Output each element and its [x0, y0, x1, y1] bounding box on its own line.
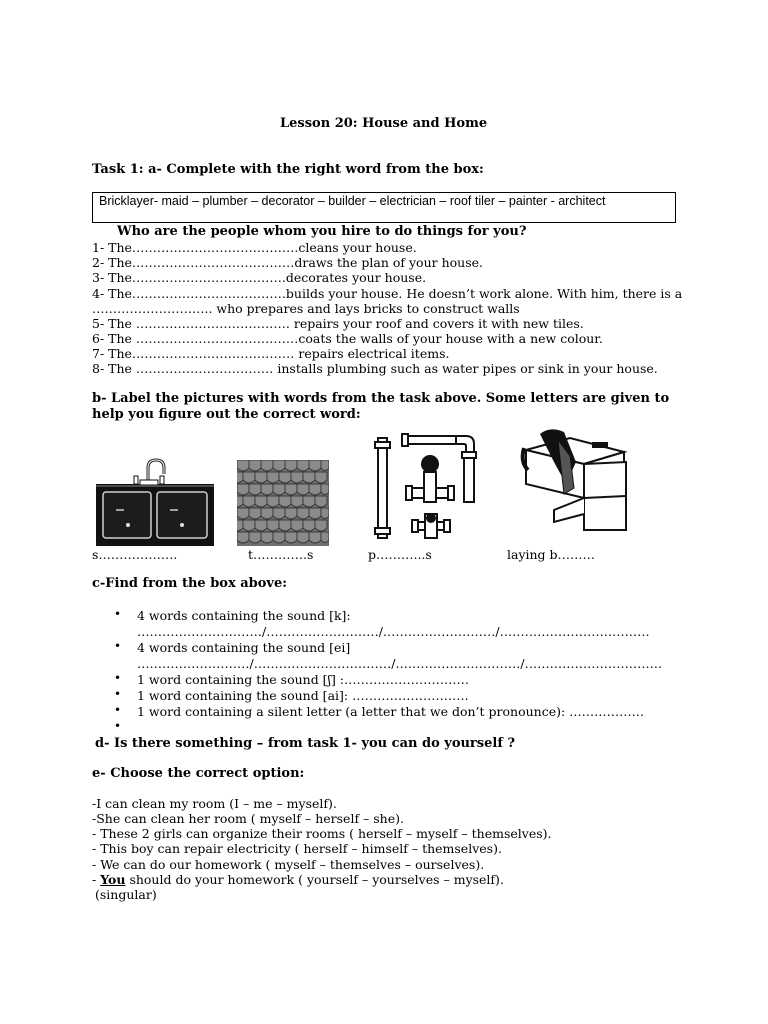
- task-e-heading: e- Choose the correct option:: [92, 766, 305, 781]
- task-e-emphasis: You: [100, 872, 126, 887]
- task-d-heading: d- Is there something – from task 1- you can do yourself ?: [95, 736, 516, 751]
- task-e-note: (singular): [95, 887, 157, 902]
- page-title: Lesson 20: House and Home: [280, 116, 488, 131]
- task-e-line: - This boy can repair electricity ( herself – himself – themselves).: [92, 841, 502, 856]
- task1-line: 6- The …………………………………coats the walls of your house with a new colour.: [92, 331, 603, 346]
- roof-tiles-picture: [237, 460, 329, 546]
- task1-line: 4- The……………………………….builds your house. He doesn’t work alone. With him, there is a: [92, 286, 683, 301]
- task-e-last-rest: should do your homework ( yourself – yourselves – myself).: [125, 872, 504, 887]
- task-e-line: - These 2 girls can organize their rooms ( herself – myself – themselves).: [92, 826, 552, 841]
- bullet-icon: •: [114, 703, 122, 717]
- bullet-icon: •: [114, 639, 122, 653]
- task-c-answer-line: ………………………/……………………………/…………………………/……………………………: [137, 656, 663, 671]
- task1-line: ……………………….. who prepares and lays bricks to construct walls: [92, 301, 520, 316]
- bullet-icon: •: [114, 687, 122, 701]
- picture-label-tiles: t………….s: [248, 547, 314, 562]
- task-c-item: 1 word containing a silent letter (a letter that we don’t pronounce): ………………: [137, 704, 645, 719]
- word-box: [92, 192, 676, 223]
- bullet-icon: •: [114, 719, 122, 733]
- task-c-answer-line: …………………………/………………………/………………………/………………………………: [137, 624, 650, 639]
- word-box-text: Bricklayer- maid – plumber – decorator – builder – electrician – roof tiler – painter - architect: [99, 194, 606, 208]
- task-b-heading-cont: help you figure out the correct word:: [92, 407, 361, 422]
- task-e-line: -She can clean her room ( myself – herself – she).: [92, 811, 404, 826]
- bullet-icon: •: [114, 671, 122, 685]
- pipes-picture: [372, 432, 478, 544]
- task1-heading: Task 1: a- Complete with the right word from the box:: [92, 162, 484, 177]
- picture-label-bricks: laying b………: [507, 547, 596, 562]
- task-e-line: -I can clean my room (I – me – myself).: [92, 796, 337, 811]
- task-e-last-prefix: -: [92, 872, 101, 887]
- task1-line: 5- The ………………………………. repairs your roof and covers it with new tiles.: [92, 316, 584, 331]
- task-b-heading: b- Label the pictures with words from the task above. Some letters are given to: [92, 391, 670, 406]
- task-c-item: 4 words containing the sound [k]:: [137, 608, 351, 623]
- task1-line: 7- The………………………………… repairs electrical items.: [92, 346, 450, 361]
- sink-picture: [94, 458, 216, 548]
- task-e-last-line: [92, 872, 504, 887]
- bullet-icon: •: [114, 607, 122, 621]
- task-e-line: - We can do our homework ( myself – themselves – ourselves).: [92, 857, 485, 872]
- task-c-item: 1 word containing the sound [ai]: ……………………….: [137, 688, 469, 703]
- picture-label-pipes: p………...s: [368, 547, 432, 562]
- task1-line: 1- The………………………………….cleans your house.: [92, 240, 417, 255]
- task1-line: 3- The……………………………….decorates your house.: [92, 270, 427, 285]
- bricklaying-picture: [514, 422, 630, 532]
- task-c-item: 4 words containing the sound [ei]: [137, 640, 351, 655]
- picture-label-sink: s……………….: [92, 547, 178, 562]
- task1-line: 8- The …………………………… installs plumbing such as water pipes or sink in your house.: [92, 361, 658, 376]
- task1-line: 2- The…………………………………draws the plan of your house.: [92, 255, 483, 270]
- task-c-item: 1 word containing the sound [ʃ] :…………………………: [137, 672, 470, 687]
- task1-question: Who are the people whom you hire to do things for you?: [117, 224, 527, 239]
- task-c-heading: c-Find from the box above:: [92, 576, 288, 591]
